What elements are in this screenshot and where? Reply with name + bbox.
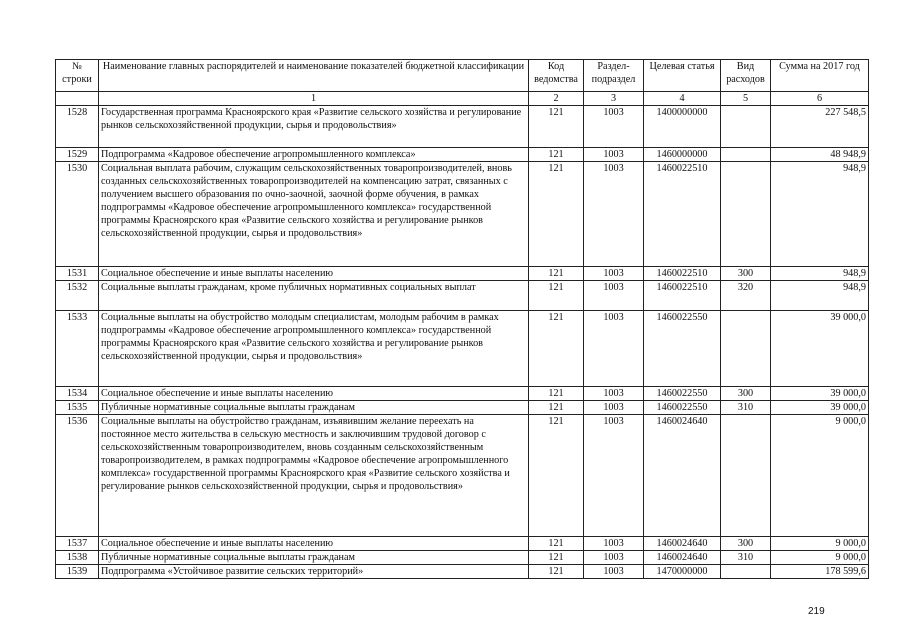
col-name-header: Наименование главных распорядителей и наименование показателей бюджетной классификации — [99, 60, 529, 92]
col-number: 3 — [584, 92, 644, 106]
col-number: 6 — [771, 92, 869, 106]
row-dept-code: 121 — [529, 311, 584, 387]
row-name: Социальное обеспечение и иные выплаты населению — [99, 267, 529, 281]
budget-table — [55, 59, 869, 579]
row-dept-code: 121 — [529, 401, 584, 415]
row-section: 1003 — [584, 267, 644, 281]
row-name: Государственная программа Красноярского края «Развитие сельского хозяйства и регулирование рынков сельскохозяйственной продукции, сырья и продовольствия» — [99, 106, 529, 148]
row-number: 1529 — [56, 148, 99, 162]
row-section: 1003 — [584, 565, 644, 579]
row-dept-code: 121 — [529, 267, 584, 281]
row-dept-code: 121 — [529, 387, 584, 401]
row-number: 1535 — [56, 401, 99, 415]
row-expense-type — [721, 565, 771, 579]
row-dept-code: 121 — [529, 537, 584, 551]
table-row — [56, 281, 869, 311]
row-target: 1460022510 — [644, 162, 721, 267]
row-section: 1003 — [584, 415, 644, 537]
row-name: Подпрограмма «Кадровое обеспечение агропромышленного комплекса» — [99, 148, 529, 162]
col-number: 5 — [721, 92, 771, 106]
row-sum: 948,9 — [771, 267, 869, 281]
col-number: 2 — [529, 92, 584, 106]
row-expense-type — [721, 162, 771, 267]
row-expense-type: 300 — [721, 267, 771, 281]
row-sum: 948,9 — [771, 162, 869, 267]
table-row — [56, 387, 869, 401]
row-name: Социальная выплата рабочим, служащим сельскохозяйственных товаропроизводителей, вновь созданных сельскохозяйственных товаропроизводителей на компенсацию затрат, связанных с получением высшего образования по очно-заочной, заочной форме обучения, в рамках подпрограммы «Кадровое обеспечение агропромышленного комплекса» государственной программы Красноярского края «Развитие сельского хозяйства и регулирование рынков сельскохозяйственной продукции, сырья и продовольствия» — [99, 162, 529, 267]
table-row — [56, 267, 869, 281]
row-expense-type — [721, 415, 771, 537]
row-expense-type: 320 — [721, 281, 771, 311]
row-target: 1460022510 — [644, 281, 721, 311]
col-section-header: Раздел-подраздел — [584, 60, 644, 92]
row-number: 1533 — [56, 311, 99, 387]
row-name: Социальные выплаты на обустройство гражданам, изъявившим желание переехать на постоянное место жительства в сельскую местность и заключившим трудовой договор с сельскохозяйственным товаропроизводителем, вновь созданным сельскохозяйственным товаропроизводителем, в рамках подпрограммы «Кадровое обеспечение агропромышленного комплекса» государственной программы Красноярского края «Развитие сельского хозяйства и регулирование рынков сельскохозяйственной продукции, сырья и продовольствия» — [99, 415, 529, 537]
row-expense-type: 310 — [721, 551, 771, 565]
row-dept-code: 121 — [529, 106, 584, 148]
row-target: 1460024640 — [644, 537, 721, 551]
row-section: 1003 — [584, 551, 644, 565]
col-sum-header: Сумма на 2017 год — [771, 60, 869, 92]
row-sum: 48 948,9 — [771, 148, 869, 162]
row-number: 1532 — [56, 281, 99, 311]
row-expense-type: 300 — [721, 537, 771, 551]
row-dept-code: 121 — [529, 565, 584, 579]
column-number-row — [56, 92, 869, 106]
table-row — [56, 148, 869, 162]
col-number-empty — [56, 92, 99, 106]
row-section: 1003 — [584, 281, 644, 311]
row-sum: 9 000,0 — [771, 415, 869, 537]
row-name: Социальное обеспечение и иные выплаты населению — [99, 537, 529, 551]
row-name: Социальные выплаты гражданам, кроме публичных нормативных социальных выплат — [99, 281, 529, 311]
col-row-no-header: № строки — [56, 60, 99, 92]
row-sum: 9 000,0 — [771, 537, 869, 551]
table-row — [56, 311, 869, 387]
row-number: 1534 — [56, 387, 99, 401]
col-number: 1 — [99, 92, 529, 106]
row-target: 1460022510 — [644, 267, 721, 281]
row-name: Социальное обеспечение и иные выплаты населению — [99, 387, 529, 401]
row-target: 1460024640 — [644, 551, 721, 565]
col-dept-code-header: Код ведомства — [529, 60, 584, 92]
row-section: 1003 — [584, 162, 644, 267]
row-section: 1003 — [584, 106, 644, 148]
row-name: Подпрограмма «Устойчивое развитие сельских территорий» — [99, 565, 529, 579]
row-number: 1528 — [56, 106, 99, 148]
row-target: 1470000000 — [644, 565, 721, 579]
row-section: 1003 — [584, 387, 644, 401]
table-row — [56, 551, 869, 565]
row-expense-type — [721, 311, 771, 387]
row-number: 1539 — [56, 565, 99, 579]
row-number: 1531 — [56, 267, 99, 281]
row-sum: 39 000,0 — [771, 401, 869, 415]
table-row — [56, 415, 869, 537]
row-section: 1003 — [584, 401, 644, 415]
row-target: 1460024640 — [644, 415, 721, 537]
col-expense-type-header: Вид расходов — [721, 60, 771, 92]
row-section: 1003 — [584, 148, 644, 162]
row-expense-type: 300 — [721, 387, 771, 401]
row-name: Публичные нормативные социальные выплаты гражданам — [99, 401, 529, 415]
row-name: Публичные нормативные социальные выплаты гражданам — [99, 551, 529, 565]
row-section: 1003 — [584, 537, 644, 551]
table-row — [56, 401, 869, 415]
row-number: 1530 — [56, 162, 99, 267]
row-sum: 9 000,0 — [771, 551, 869, 565]
row-dept-code: 121 — [529, 162, 584, 267]
col-number: 4 — [644, 92, 721, 106]
row-target: 1400000000 — [644, 106, 721, 148]
row-dept-code: 121 — [529, 551, 584, 565]
row-section: 1003 — [584, 311, 644, 387]
col-target-header: Целевая статья — [644, 60, 721, 92]
row-number: 1536 — [56, 415, 99, 537]
row-sum: 948,9 — [771, 281, 869, 311]
row-dept-code: 121 — [529, 281, 584, 311]
row-sum: 178 599,6 — [771, 565, 869, 579]
table-row — [56, 106, 869, 148]
row-target: 1460000000 — [644, 148, 721, 162]
row-target: 1460022550 — [644, 387, 721, 401]
table-row — [56, 565, 869, 579]
row-expense-type — [721, 106, 771, 148]
row-sum: 227 548,5 — [771, 106, 869, 148]
table-row — [56, 162, 869, 267]
row-target: 1460022550 — [644, 311, 721, 387]
row-expense-type: 310 — [721, 401, 771, 415]
row-dept-code: 121 — [529, 415, 584, 537]
row-number: 1538 — [56, 551, 99, 565]
row-target: 1460022550 — [644, 401, 721, 415]
row-dept-code: 121 — [529, 148, 584, 162]
row-sum: 39 000,0 — [771, 311, 869, 387]
row-name: Социальные выплаты на обустройство молодым специалистам, молодым рабочим в рамках подпрограммы «Кадровое обеспечение агропромышленного комплекса» государственной программы Красноярского края «Развитие сельского хозяйства и регулирование рынков сельскохозяйственной продукции, сырья и продовольствия» — [99, 311, 529, 387]
table-row — [56, 537, 869, 551]
row-expense-type — [721, 148, 771, 162]
header-row — [56, 60, 869, 92]
page-number: 219 — [808, 606, 825, 617]
row-sum: 39 000,0 — [771, 387, 869, 401]
row-number: 1537 — [56, 537, 99, 551]
